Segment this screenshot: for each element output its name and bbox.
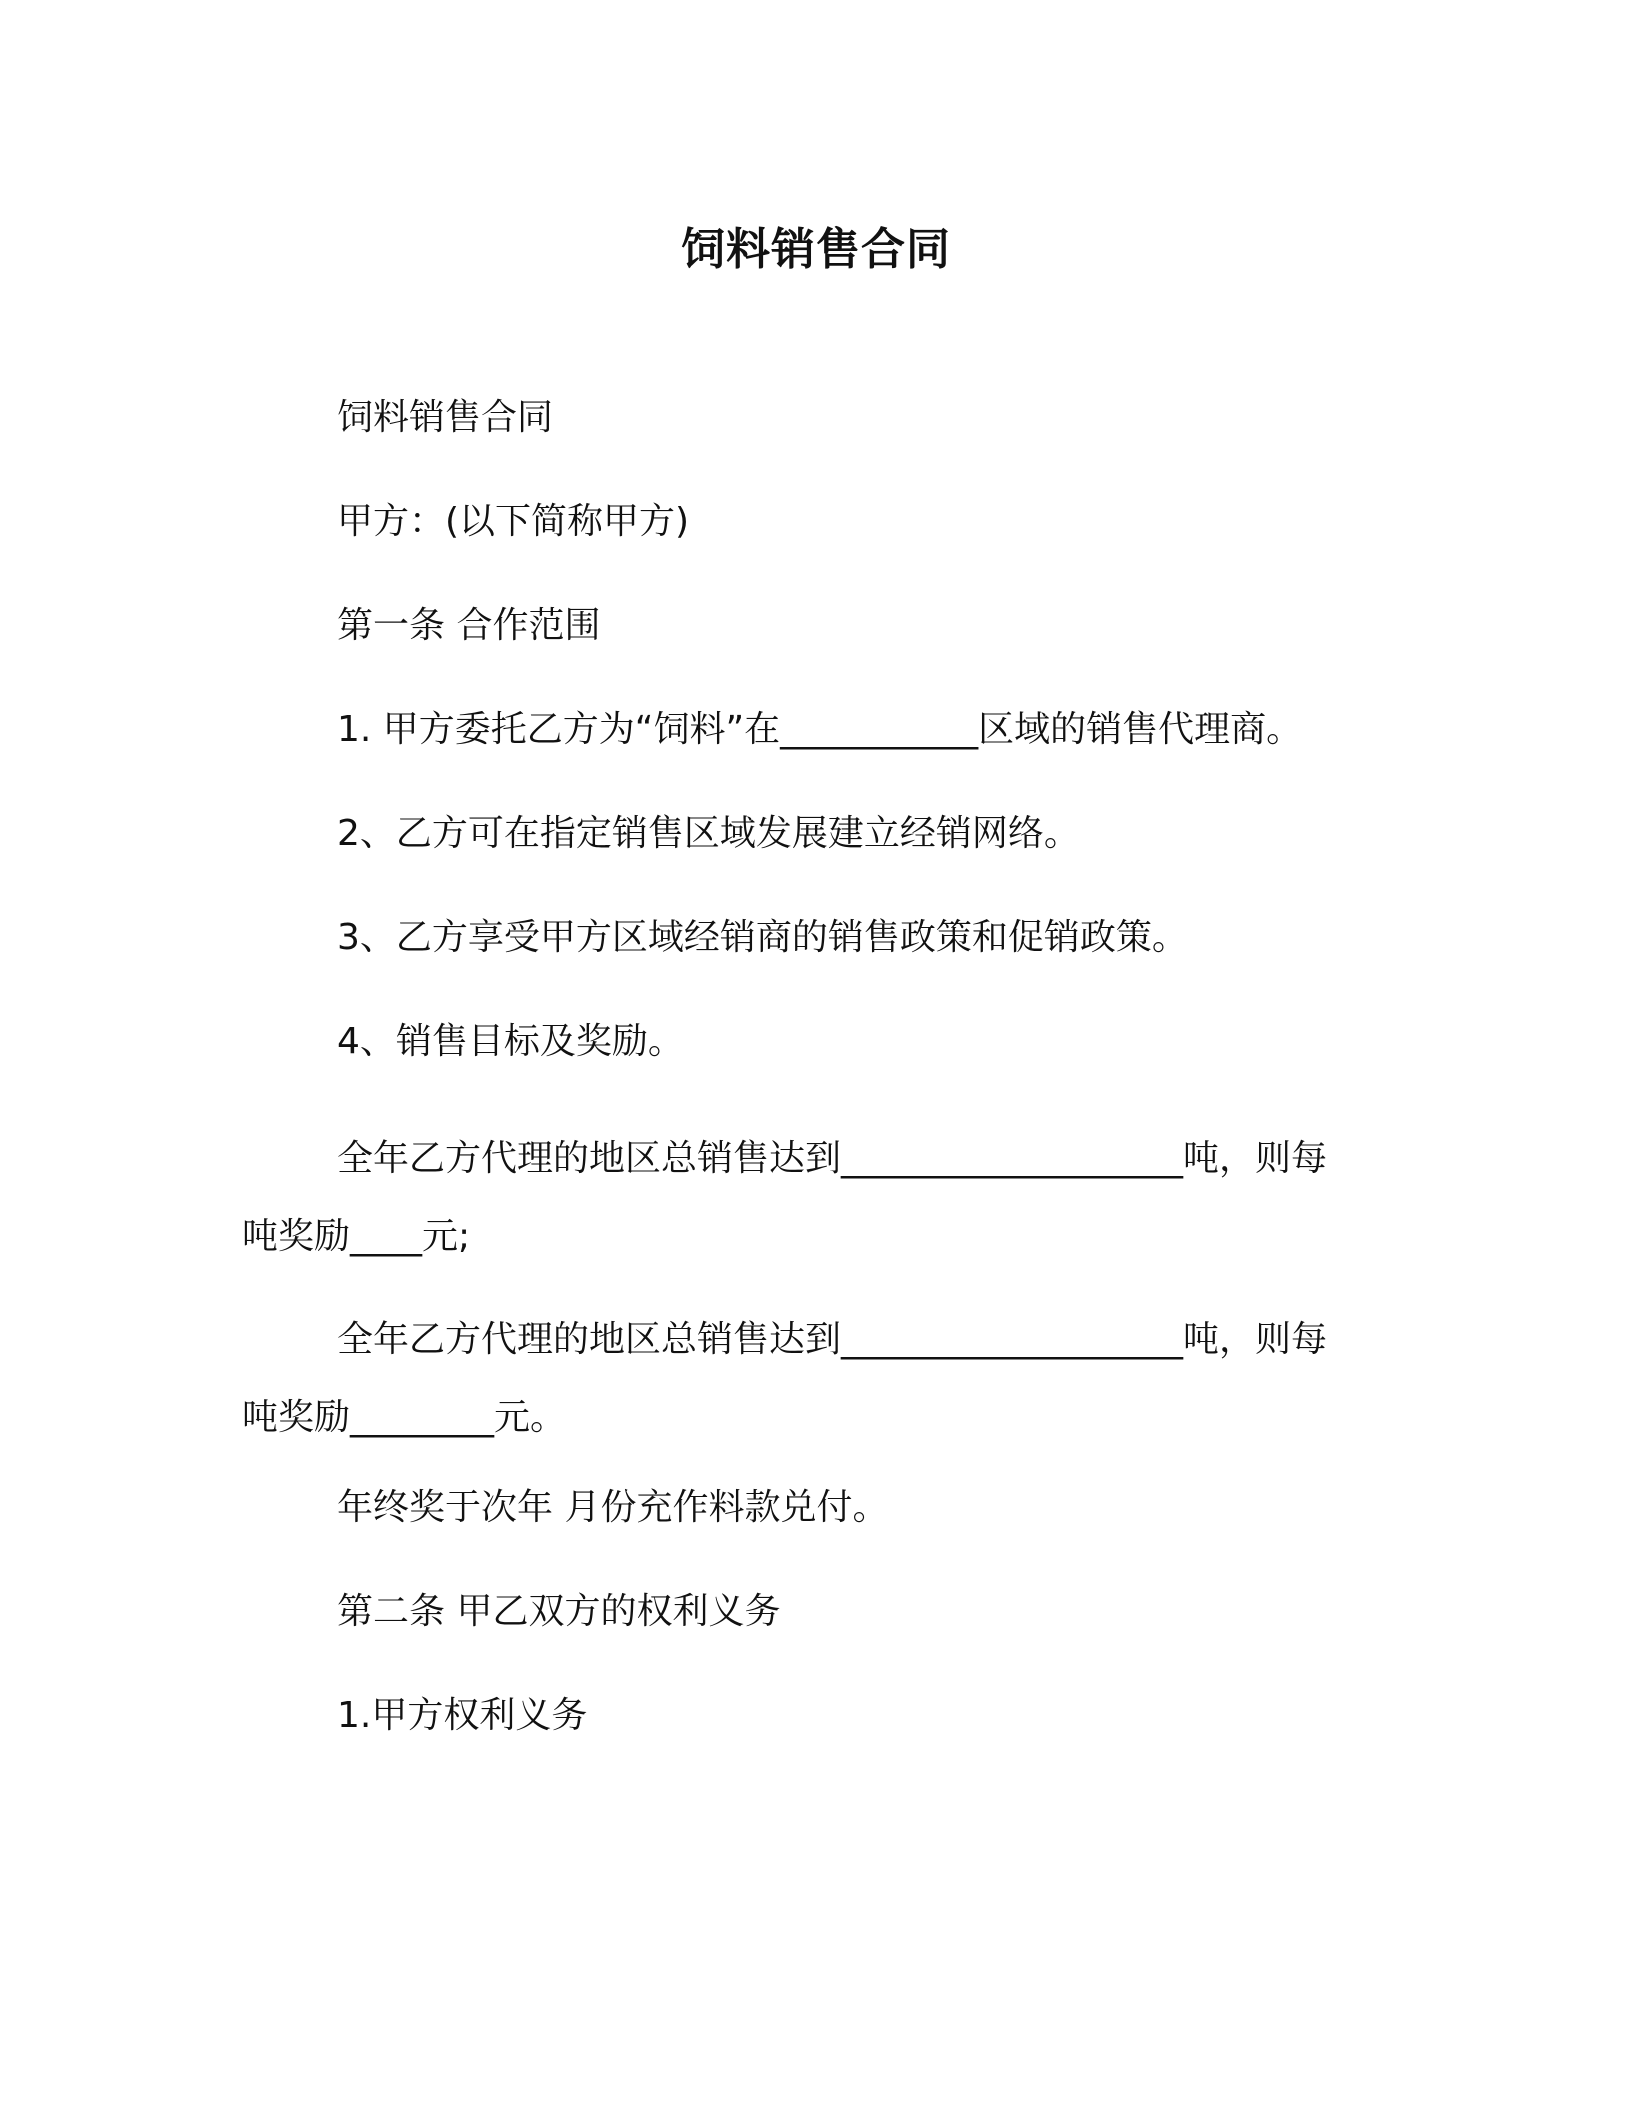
paragraph-year-end-bonus: 年终奖于次年 月份充作料款兑付。 [337,1487,889,1528]
paragraph-sales-target-1: 全年乙方代理的地区总销售达到___________________吨，则每吨奖励____元; [242,1138,1328,1257]
paragraph-clause-1: 1. 甲方委托乙方为“饲料”在___________区域的销售代理商。 [337,709,1303,750]
paragraph-party-a-rights: 1.甲方权利义务 [337,1695,588,1736]
document-title: 饲料销售合同 [681,224,951,275]
paragraph-sales-target-2: 全年乙方代理的地区总销售达到___________________吨，则每吨奖励________元。 [242,1319,1328,1438]
paragraph-article-1-heading: 第一条 合作范围 [337,605,601,646]
paragraph-clause-4: 4、销售目标及奖励。 [337,1021,684,1062]
paragraph-clause-2: 2、乙方可在指定销售区域发展建立经销网络。 [337,813,1080,854]
paragraph-article-2-heading: 第二条 甲乙双方的权利义务 [337,1591,781,1632]
paragraph-party-a: 甲方：(以下简称甲方) [337,501,690,542]
paragraph-clause-3: 3、乙方享受甲方区域经销商的销售政策和促销政策。 [337,917,1188,958]
paragraph-contract-name: 饲料销售合同 [337,397,554,438]
document-body [242,392,1362,1794]
